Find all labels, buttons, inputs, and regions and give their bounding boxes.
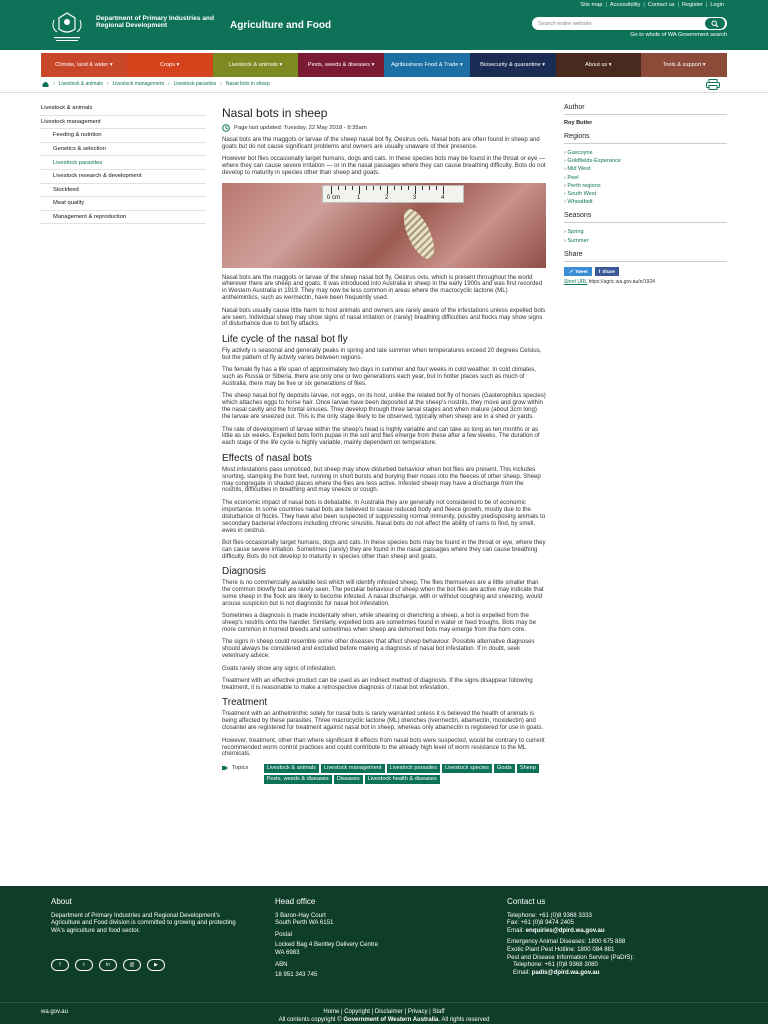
emergency-line: Exotic Plant Pest Hotline: 1800 084 881 — [507, 945, 615, 953]
section-heading: Diagnosis — [222, 566, 266, 578]
updated-text: Page last updated: Tuesday, 22 May 2018 - 8:35am — [234, 124, 367, 131]
paragraph: Most infestations pass unnoticed, but sheep may show disturbed behaviour when bot flies are present. This includes snorting, stamping the front feet, running in short bursts and burying their noses into the fleeces of other sheep. Sheep may congregate in shaded places where the flies are less active. Infested sheep may have a discharge from the nostrils, difficulties in breathing and may sneeze or cough. — [222, 465, 541, 494]
email-link[interactable]: enquiries@dpird.wa.gov.au — [525, 926, 605, 934]
region-link[interactable]: › Goldfields-Esperance — [564, 157, 727, 165]
left-nav-item[interactable]: Livestock research & development — [40, 170, 206, 184]
twitter-icon — [568, 269, 573, 273]
nav-livestock-animals[interactable]: Livestock & animals ▾ — [213, 53, 299, 77]
wa-government-search-link[interactable]: Go to whole of WA Government search — [630, 32, 727, 38]
topic-tag[interactable]: Livestock species — [442, 764, 492, 773]
paragraph: Sometimes a diagnosis is made incidentally when, while shearing or drenching a sheep, a bot is expelled from the sheep's nostrils onto the handler. Similarly, expelled bots are sometimes found in water or feed troughs. Bots may be more common in horned breeds and sometimes when sheep are dehorned bots may emerge from the horn core. — [222, 612, 537, 634]
breadcrumb-item[interactable]: Livestock & animals — [58, 81, 103, 87]
social-links — [51, 959, 165, 971]
season-link[interactable]: › Spring — [564, 228, 727, 236]
paragraph: Goats rarely show any signs of infestation. — [222, 664, 337, 672]
page-title: Nasal bots in sheep — [222, 106, 328, 120]
footer-about — [51, 898, 241, 934]
nav-crops[interactable]: Crops ▾ — [127, 53, 213, 77]
region-link[interactable]: › Mid West — [564, 165, 727, 173]
postal-label: Postal — [275, 930, 292, 938]
seasons-heading: Seasons — [564, 212, 592, 220]
youtube-icon[interactable]: ▶ — [147, 959, 165, 971]
seasons-list — [564, 228, 727, 244]
season-link[interactable]: › Summer — [564, 237, 727, 245]
paragraph: Fly activity is seasonal and generally peaks in spring and late summer when temperatures exceed 20 degrees Celsius, but the pattern of fly activity varies between regions. — [222, 346, 542, 361]
region-link[interactable]: › Peel — [564, 174, 727, 182]
twitter-icon[interactable]: t — [75, 959, 93, 971]
footer-link[interactable]: Staff — [432, 1009, 445, 1015]
facebook-icon: f — [598, 268, 601, 274]
left-nav-item[interactable]: Livestock & animals — [40, 102, 206, 116]
region-link[interactable]: › South West — [564, 190, 727, 198]
wa-gov-link[interactable]: wa.gov.au — [41, 1009, 68, 1015]
login-link[interactable]: Login — [710, 2, 724, 8]
facebook-icon[interactable]: f — [51, 959, 69, 971]
main-navigation — [41, 53, 727, 77]
address-line: 3 Baron-Hay Court — [275, 911, 326, 919]
share-heading: Share — [564, 250, 583, 258]
topic-tag[interactable]: Livestock health & diseases — [365, 775, 440, 784]
topics-label: Topics — [222, 764, 260, 772]
site-header — [0, 0, 768, 50]
ruler-label: 3 — [413, 194, 417, 201]
address-line: South Perth WA 6151 — [275, 919, 334, 927]
search-placeholder: Search entire website — [538, 20, 592, 27]
abn-value: 18 951 343 745 — [275, 971, 318, 979]
footer-link[interactable]: Home — [323, 1009, 340, 1015]
bot-larva — [398, 204, 441, 262]
copyright: All contents copyright © Government of Western Australia. All rights reserved — [278, 1017, 490, 1023]
contact-line: Telephone: +61 (0)8 9368 3333 — [507, 911, 592, 919]
left-nav-item[interactable]: Livestock management — [40, 116, 206, 130]
paragraph: The signs in sheep could resemble some other diseases that affect sheep behaviour. Possible alternative diagnoses should always be considered and excluded before making a diagnosis of nasal bot infestation. If in doubt, seek veterinary advice. — [222, 638, 535, 660]
tweet-button[interactable]: Tweet — [564, 267, 592, 276]
emergency-line: Telephone: +61 (0)8 9368 3080 — [513, 961, 598, 969]
contact-us-link[interactable]: Contact us — [647, 2, 675, 8]
breadcrumb-item: Nasal bots in sheep — [225, 81, 270, 87]
search-button[interactable] — [705, 18, 725, 29]
ruler-label: 0 cm — [327, 194, 341, 201]
topic-tag[interactable]: Diseases — [334, 775, 363, 784]
contact-email: Email: enquiries@dpird.wa.gov.au — [507, 926, 605, 934]
clock-icon — [222, 124, 230, 132]
padis-email-link[interactable]: padis@dpird.wa.gov.au — [531, 968, 600, 976]
left-nav-item[interactable]: Management & reproduction — [40, 211, 206, 225]
footer-links: Home | Copyright | Disclaimer | Privacy | Staff All contents copyright © Government of Western Australia. All rights reserved — [0, 1008, 768, 1024]
home-icon[interactable] — [42, 81, 49, 87]
search-input[interactable] — [532, 17, 727, 30]
topic-tag[interactable]: Pests, weeds & diseases — [264, 775, 332, 784]
left-nav-item-active[interactable]: Livestock parasites — [40, 156, 206, 170]
paragraph: The rate of development of larvae within the sheep's head is highly variable and can take as long as ten months or as little as six weeks. Expelled bots form pupae in the soil and flies emerge from these after a few weeks. The duration of each stage of the life cycle is highly variable, mainly dependent on temperature. — [222, 425, 540, 447]
share-buttons — [564, 267, 727, 276]
search-icon — [711, 20, 719, 28]
left-navigation — [40, 102, 206, 224]
accessibility-link[interactable]: Accessibility — [609, 2, 641, 8]
author-name[interactable]: Roy Butler — [564, 120, 593, 126]
region-link[interactable]: › Perth regions — [564, 182, 727, 190]
emergency-line: Emergency Animal Diseases: 1800 675 888 — [507, 938, 626, 946]
footer-link[interactable]: Copyright — [344, 1009, 370, 1015]
register-link[interactable]: Register — [682, 2, 703, 8]
nav-about-us[interactable]: About us ▾ — [556, 53, 642, 77]
left-nav-item[interactable]: Meat quality — [40, 197, 206, 211]
breadcrumb-item[interactable]: Livestock parasites — [173, 81, 217, 87]
abn-label: ABN — [275, 960, 288, 968]
topic-tag[interactable]: Livestock parasites — [387, 764, 441, 773]
region-link[interactable]: › Gascoyne — [564, 149, 727, 157]
contact-line: Fax: +61 (0)8 9474 2405 — [507, 919, 574, 927]
topic-tag[interactable]: Livestock management — [321, 764, 385, 773]
right-sidebar — [564, 104, 727, 285]
paragraph: Bot flies occasionally target humans, dogs and cats. In these species bots may be found in the throat or eye, where they can cause severe irritation. Sometimes (rarely) they are found in the nasal passages where they can cause breathing difficulty. Bots do not develop to maturity in species other than sheep and goats. — [222, 538, 546, 560]
short-url-value[interactable]: https://agric.wa.gov.au/n/1924 — [588, 278, 655, 285]
postal-line: WA 6983 — [275, 948, 300, 956]
section-heading: Effects of nasal bots — [222, 452, 312, 464]
ruler — [322, 185, 464, 203]
page-updated — [222, 124, 546, 132]
footer-heading: Contact us — [507, 897, 546, 906]
paragraph: Treatment with an anthelminthic solely for nasal bots is rarely warranted unless it is believed the health of animals is being affected by these parasites. Three macrocyclic lactone (ML) drenches (ivermectin, abamectin, moxidectin) and closantel are registered for treatment against nasal bot in sheep, whereas only abamectin is registered for use in goats. — [222, 710, 544, 732]
paragraph: The female fly has a life span of approximately two days in summer and four weeks in cold weather. In cold climates, such as Russia or Siberia, there are only one or two generations each year, but in hotter places such as much of Australia, there may be five or six generations of flies. — [222, 366, 536, 387]
paragraph: There is no commercially available test which will identify infested sheep. The flies themselves are a little smaller than the common blowfly but are rarely seen. The peculiar behaviour of sheep when the bot flies are active may indicate that some sheep in the flock are likely to become infested. A nasal discharge, with or without coughing and sneezing, would arouse suspicion but is not diagnostic for nasal bot infestation. — [222, 579, 544, 607]
paragraph: The sheep nasal bot fly deposits larvae, not eggs, on its host, unlike the related bot fly of horses (Gasterophilus species) which attaches eggs to horse hair. Once larvae have been deposited at the sheep's nostrils, they move and grow within the nasal cavity and the frontal sinuses. They develop through three larval stages and when mature (about 3cm long) the larvae are sneezed out. This is the only stage likely to be observed, typically when sheep are in a shed or yards. — [222, 392, 546, 421]
ruler-label: 2 — [385, 194, 389, 201]
left-nav-item[interactable]: Genetics & selection — [40, 143, 206, 157]
ruler-label: 4 — [441, 194, 445, 201]
ruler-label: 1 — [357, 194, 361, 201]
breadcrumb: › Livestock & animals › Livestock management › Livestock parasites › Nasal bots in sheep — [42, 81, 270, 87]
paragraph: However, treatment, other than where significant ill effects from nasal bots were suspected, would be contrary to current recommended worm control practices and could contribute to the already high level of worm resistance to the ML chemicals. — [222, 736, 545, 758]
paragraph: The economic impact of nasal bots is debatable. In Australia they are generally not considered to be of economic importance. In some countries nasal bots are believed to cause reduced body and fleece growth, mostly due to the disturbance of flocks. They have also been suspected of suppressing normal immunity, possibly predisposing animals to secondary bacterial infections including chronic sinusitis. Nasal bots do not affect the ability of rams to find, by smell, ewes in oestrus. — [222, 498, 546, 534]
short-url: Short URL https://agric.wa.gov.au/n/1924 — [564, 278, 655, 285]
paragraph: However bot flies occasionally target humans, dogs and cats. In these species bots may be found in the throat or eye — where they can cause severe irritation — or in the nasal passages where they can cause breathing difficulty. Bots do not develop to maturity in species other than sheep and goats. — [222, 155, 546, 177]
author-heading: Author — [564, 104, 585, 111]
section-heading: Life cycle of the nasal bot fly — [222, 333, 348, 345]
footer-link[interactable]: Disclaimer — [374, 1009, 403, 1015]
nav-tools-support[interactable]: Tools & support ▾ — [641, 53, 727, 77]
breadcrumb-item[interactable]: Livestock management — [112, 81, 164, 87]
section-heading: Treatment — [222, 697, 268, 709]
linkedin-icon[interactable]: in — [99, 959, 117, 971]
footer-head-office — [275, 898, 455, 979]
left-nav-item[interactable]: Stockfeed — [40, 184, 206, 198]
site-footer — [0, 886, 768, 1024]
tag-icon — [222, 765, 229, 771]
paragraph: Nasal bots are the maggots or larvae of the sheep nasal bot fly, Oestrus ovis, which is present throughout the world wherever there are sheep and goats. It was introduced into Australia in sheep in the early 1900s and was first recorded in Western Australia in 1919. They may now be less common in areas where the macrocyclic lactone (ML) anthelmintics, such as ivermectin, have been frequently used. — [222, 273, 543, 302]
nav-climate-land-water[interactable]: Climate, land & water ▾ — [41, 53, 127, 77]
paragraph: Nasal bots usually cause little harm to host animals and owners are rarely aware of the infestations unless expelled bots are seen. Individual sheep may show signs of nasal irritation or (rarely) breathing difficulties and flocks may show signs of disturbance due to bot fly attacks. — [222, 306, 546, 328]
paragraph: Nasal bots are the maggots or larvae of the sheep nasal bot fly, Oestrus ovis. Nasal bots are often found in sheep and goats but do not cause significant problems and owners are usually unaware of their presence. — [222, 136, 540, 150]
footer-bottom — [0, 1002, 768, 1024]
print-icon[interactable] — [706, 79, 720, 90]
topic-tags — [264, 764, 546, 784]
regions-list — [564, 149, 727, 206]
nasal-bot-photo — [222, 183, 546, 268]
footer-heading: Head office — [275, 897, 316, 906]
region-link[interactable]: › Wheatbelt — [564, 198, 727, 206]
nav-agribusiness[interactable]: Agribusiness Food & Trade ▾ — [384, 53, 470, 77]
nav-biosecurity[interactable]: Biosecurity & quarantine ▾ — [470, 53, 556, 77]
regions-heading: Regions — [564, 133, 590, 140]
nav-pests-weeds-diseases[interactable]: Pests, weeds & diseases ▾ — [298, 53, 384, 77]
department-name: Department of Primary Industries and Regional Development — [96, 15, 214, 30]
article — [222, 106, 546, 784]
postal-line: Locked Bag 4 Bentley Delivery Centre — [275, 941, 378, 949]
topic-tag[interactable]: Livestock & animals — [264, 764, 319, 773]
emergency-line: Pest and Disease Information Service (PaDIS): — [507, 953, 635, 961]
about-text: Department of Primary Industries and Regional Development's Agriculture and Food division is committed to growing and protecting WA's agriculture and food sector. — [51, 911, 236, 934]
footer-heading: About — [51, 897, 72, 906]
wa-government-crest-icon[interactable] — [42, 10, 92, 44]
topics — [222, 764, 546, 784]
padis-email: Email: padis@dpird.wa.gov.au — [513, 968, 600, 976]
topic-tag[interactable]: Goats — [494, 764, 515, 773]
left-nav-item[interactable]: Feeding & nutrition — [40, 129, 206, 143]
footer-contact — [507, 898, 737, 976]
site-name[interactable]: Agriculture and Food — [230, 20, 332, 31]
facebook-share-button[interactable]: f Share — [595, 267, 619, 276]
topic-tag[interactable]: Sheep — [517, 764, 539, 773]
site-map-link[interactable]: Site map — [580, 2, 603, 8]
utility-links: Site map | Accessibility | Contact us | Register | Login — [580, 2, 724, 8]
paragraph: Treatment with an effective product can be used as an indirect method of diagnosis. If the signs disappear following treatment, it is reasonable to make a retrospective diagnosis of nasal bot infestation. — [222, 677, 533, 691]
instagram-icon[interactable]: @ — [123, 959, 141, 971]
footer-link[interactable]: Privacy — [407, 1009, 428, 1015]
